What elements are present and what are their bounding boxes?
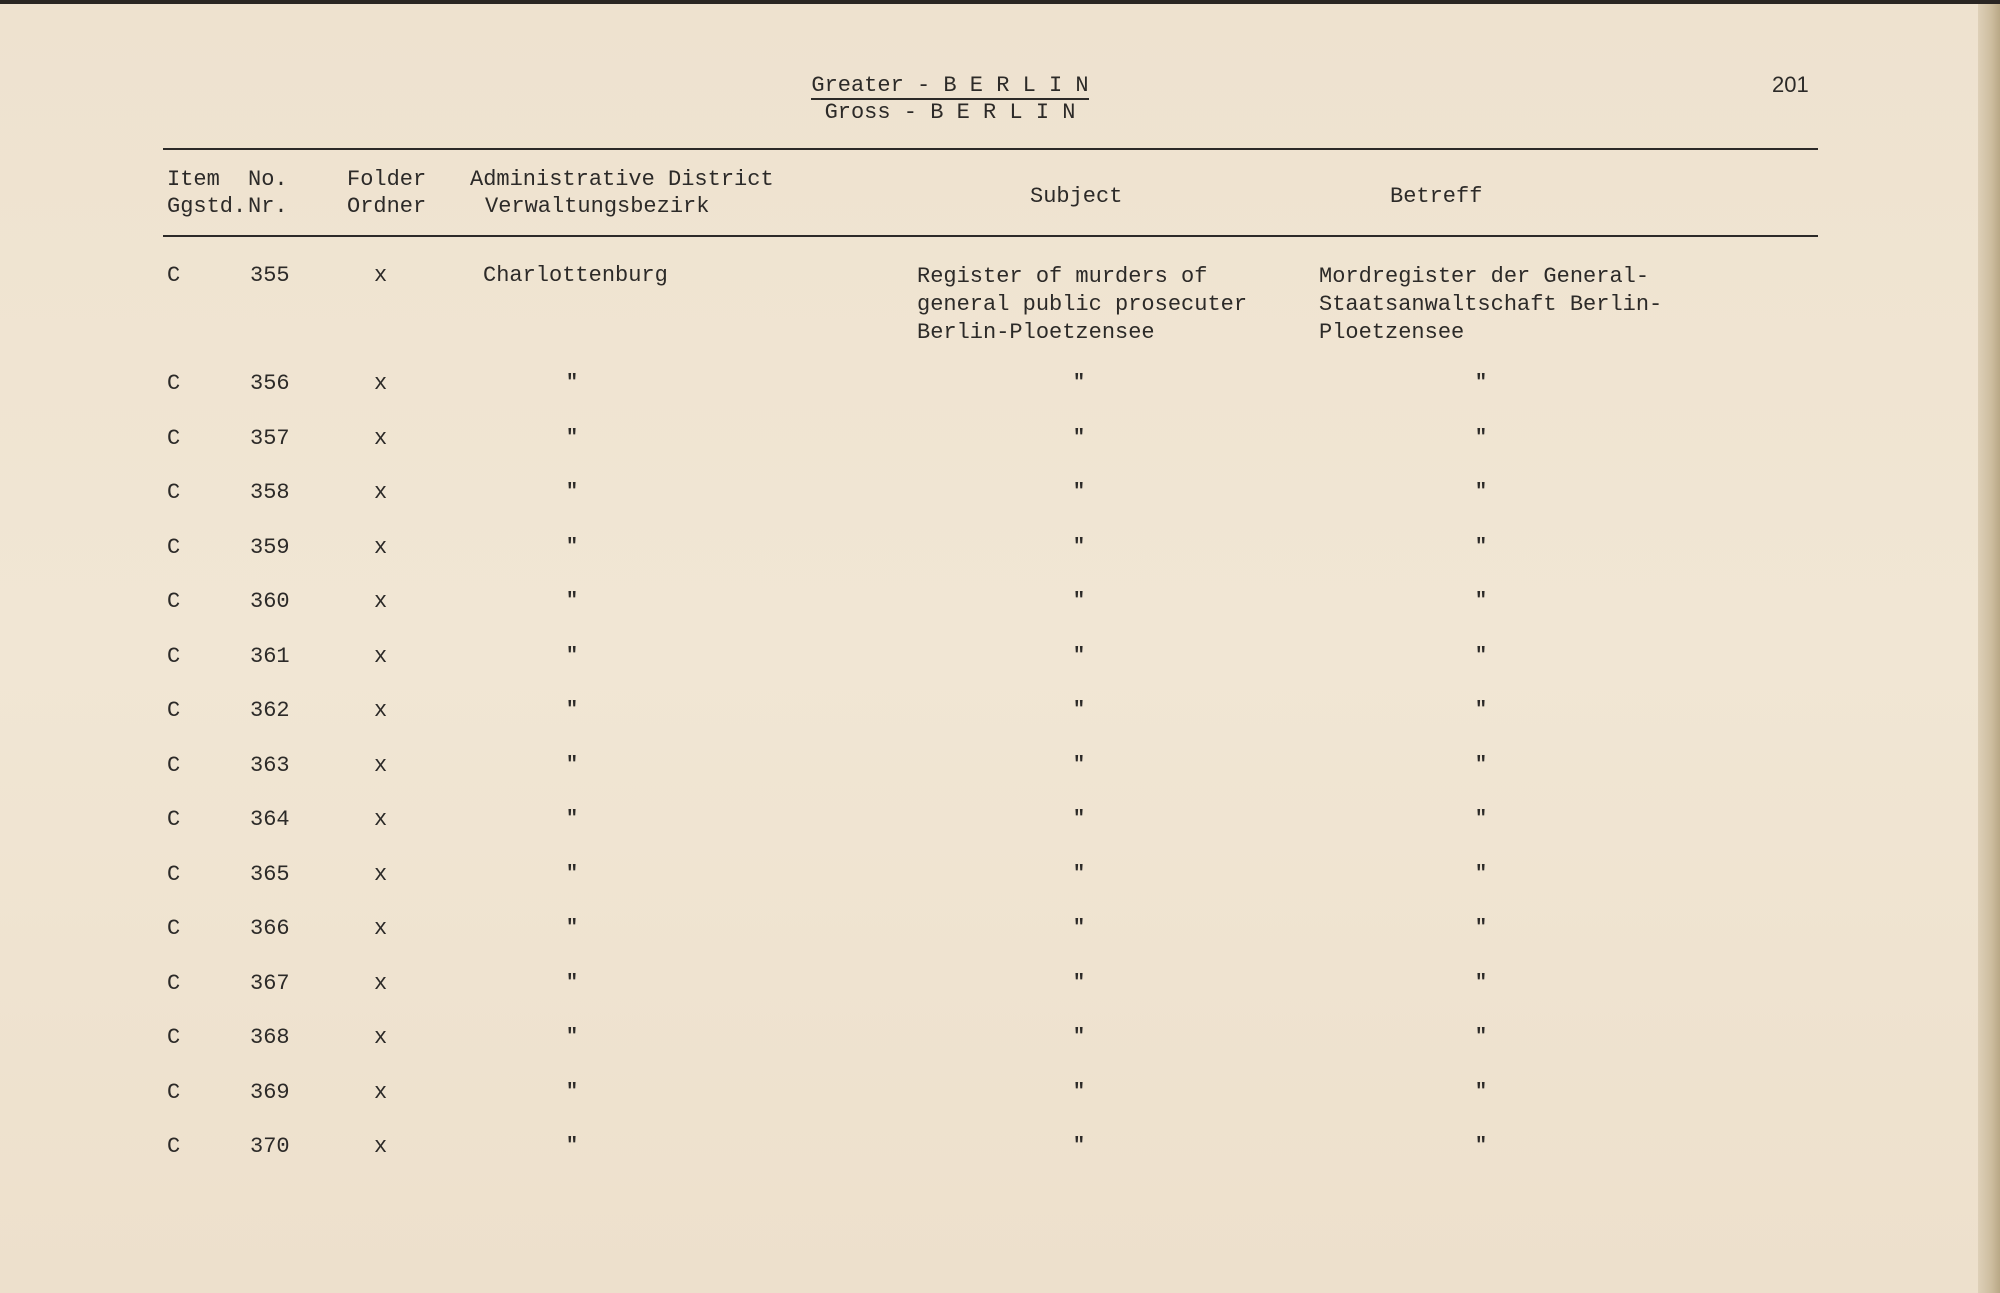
row-subject: " xyxy=(1073,808,1086,831)
row-item: C xyxy=(167,480,181,505)
row-item: C xyxy=(167,807,181,832)
header-folder-en: Folder xyxy=(347,167,427,192)
row-folder: x xyxy=(374,753,388,778)
row-item: C xyxy=(167,1025,181,1050)
header-no-en: No. xyxy=(248,167,288,192)
row-subject: " xyxy=(1073,590,1086,613)
row-subject: " xyxy=(1073,372,1086,395)
row-betreff: " xyxy=(1475,372,1488,395)
row-folder: x xyxy=(374,1025,388,1050)
page-number: 201 xyxy=(1772,72,1809,97)
header-district-de: Verwaltungsbezirk xyxy=(485,194,710,219)
row-betreff: " xyxy=(1475,481,1488,504)
row-item: C xyxy=(167,263,181,288)
row-betreff: " xyxy=(1475,1026,1488,1049)
row-item: C xyxy=(167,698,181,723)
row-item: C xyxy=(167,862,181,887)
title-line-german: Gross - B E R L I N xyxy=(824,100,1076,125)
row-number: 359 xyxy=(250,535,290,560)
row-number: 357 xyxy=(250,426,290,451)
row-subject: " xyxy=(1073,481,1086,504)
row-item: C xyxy=(167,971,181,996)
row-number: 363 xyxy=(250,753,290,778)
row-subject: " xyxy=(1073,645,1086,668)
row-betreff: " xyxy=(1475,863,1488,886)
row-item: C xyxy=(167,535,181,560)
row-betreff: " xyxy=(1475,754,1488,777)
row-number: 355 xyxy=(250,263,290,288)
row-subject: " xyxy=(1073,1081,1086,1104)
row-folder: x xyxy=(374,535,388,560)
row-item: C xyxy=(167,1134,181,1159)
row-item: C xyxy=(167,589,181,614)
row-folder: x xyxy=(374,916,388,941)
row-betreff: " xyxy=(1475,536,1488,559)
row-folder: x xyxy=(374,1080,388,1105)
row-district: " xyxy=(566,590,579,613)
row-betreff: " xyxy=(1475,917,1488,940)
row-subject: " xyxy=(1073,917,1086,940)
header-no-de: Nr. xyxy=(248,194,288,219)
row-number: 365 xyxy=(250,862,290,887)
document-title xyxy=(750,72,1150,126)
row-folder: x xyxy=(374,1134,388,1159)
row-number: 356 xyxy=(250,371,290,396)
row-district: " xyxy=(566,863,579,886)
row-district: " xyxy=(566,481,579,504)
row-district: Charlottenburg xyxy=(483,263,668,288)
row-district: " xyxy=(566,754,579,777)
row-betreff-line-1: Mordregister der General- xyxy=(1319,264,1650,289)
row-district: " xyxy=(566,427,579,450)
row-number: 367 xyxy=(250,971,290,996)
row-subject: " xyxy=(1073,972,1086,995)
row-subject: " xyxy=(1073,699,1086,722)
row-betreff: " xyxy=(1475,972,1488,995)
row-betreff-line-2: Staatsanwaltschaft Berlin- xyxy=(1319,292,1663,317)
row-district: " xyxy=(566,808,579,831)
row-item: C xyxy=(167,753,181,778)
row-subject: " xyxy=(1073,427,1086,450)
header-betreff: Betreff xyxy=(1390,184,1483,209)
row-betreff-line-3: Ploetzensee xyxy=(1319,320,1465,345)
row-district: " xyxy=(566,536,579,559)
row-number: 364 xyxy=(250,807,290,832)
row-district: " xyxy=(566,972,579,995)
row-item: C xyxy=(167,644,181,669)
row-number: 370 xyxy=(250,1134,290,1159)
header-item-en: Item xyxy=(167,167,220,192)
row-betreff: " xyxy=(1475,1081,1488,1104)
row-subject-line-2: general public prosecuter xyxy=(917,292,1248,317)
row-folder: x xyxy=(374,480,388,505)
row-district: " xyxy=(566,372,579,395)
header-top-rule xyxy=(163,148,1818,150)
row-district: " xyxy=(566,917,579,940)
row-district: " xyxy=(566,1081,579,1104)
row-district: " xyxy=(566,1135,579,1158)
row-folder: x xyxy=(374,589,388,614)
row-folder: x xyxy=(374,862,388,887)
row-folder: x xyxy=(374,698,388,723)
row-folder: x xyxy=(374,263,388,288)
row-betreff: " xyxy=(1475,427,1488,450)
header-folder-de: Ordner xyxy=(347,194,427,219)
row-folder: x xyxy=(374,644,388,669)
row-district: " xyxy=(566,645,579,668)
title-line-english xyxy=(750,72,1150,99)
row-folder: x xyxy=(374,807,388,832)
row-number: 361 xyxy=(250,644,290,669)
row-number: 368 xyxy=(250,1025,290,1050)
row-district: " xyxy=(566,699,579,722)
row-betreff: " xyxy=(1475,645,1488,668)
row-betreff: " xyxy=(1475,1135,1488,1158)
row-number: 360 xyxy=(250,589,290,614)
row-betreff: " xyxy=(1475,590,1488,613)
row-subject: " xyxy=(1073,1026,1086,1049)
row-number: 358 xyxy=(250,480,290,505)
title-english-text: Greater - B E R L I N xyxy=(811,73,1089,98)
header-district-en: Administrative District xyxy=(470,167,774,192)
row-number: 362 xyxy=(250,698,290,723)
page-edge xyxy=(1978,4,2000,1293)
row-betreff: " xyxy=(1475,808,1488,831)
row-item: C xyxy=(167,916,181,941)
row-district: " xyxy=(566,1026,579,1049)
row-folder: x xyxy=(374,426,388,451)
row-subject-line-3: Berlin-Ploetzensee xyxy=(917,320,1155,345)
row-number: 366 xyxy=(250,916,290,941)
row-subject: " xyxy=(1073,536,1086,559)
row-item: C xyxy=(167,371,181,396)
row-item: C xyxy=(167,1080,181,1105)
row-subject: " xyxy=(1073,754,1086,777)
header-bottom-rule xyxy=(163,235,1818,237)
row-subject-line-1: Register of murders of xyxy=(917,264,1208,289)
row-folder: x xyxy=(374,971,388,996)
row-number: 369 xyxy=(250,1080,290,1105)
row-betreff: " xyxy=(1475,699,1488,722)
row-subject: " xyxy=(1073,863,1086,886)
row-item: C xyxy=(167,426,181,451)
header-subject: Subject xyxy=(1030,184,1123,209)
row-folder: x xyxy=(374,371,388,396)
header-item-de: Ggstd. xyxy=(167,194,247,219)
row-subject: " xyxy=(1073,1135,1086,1158)
